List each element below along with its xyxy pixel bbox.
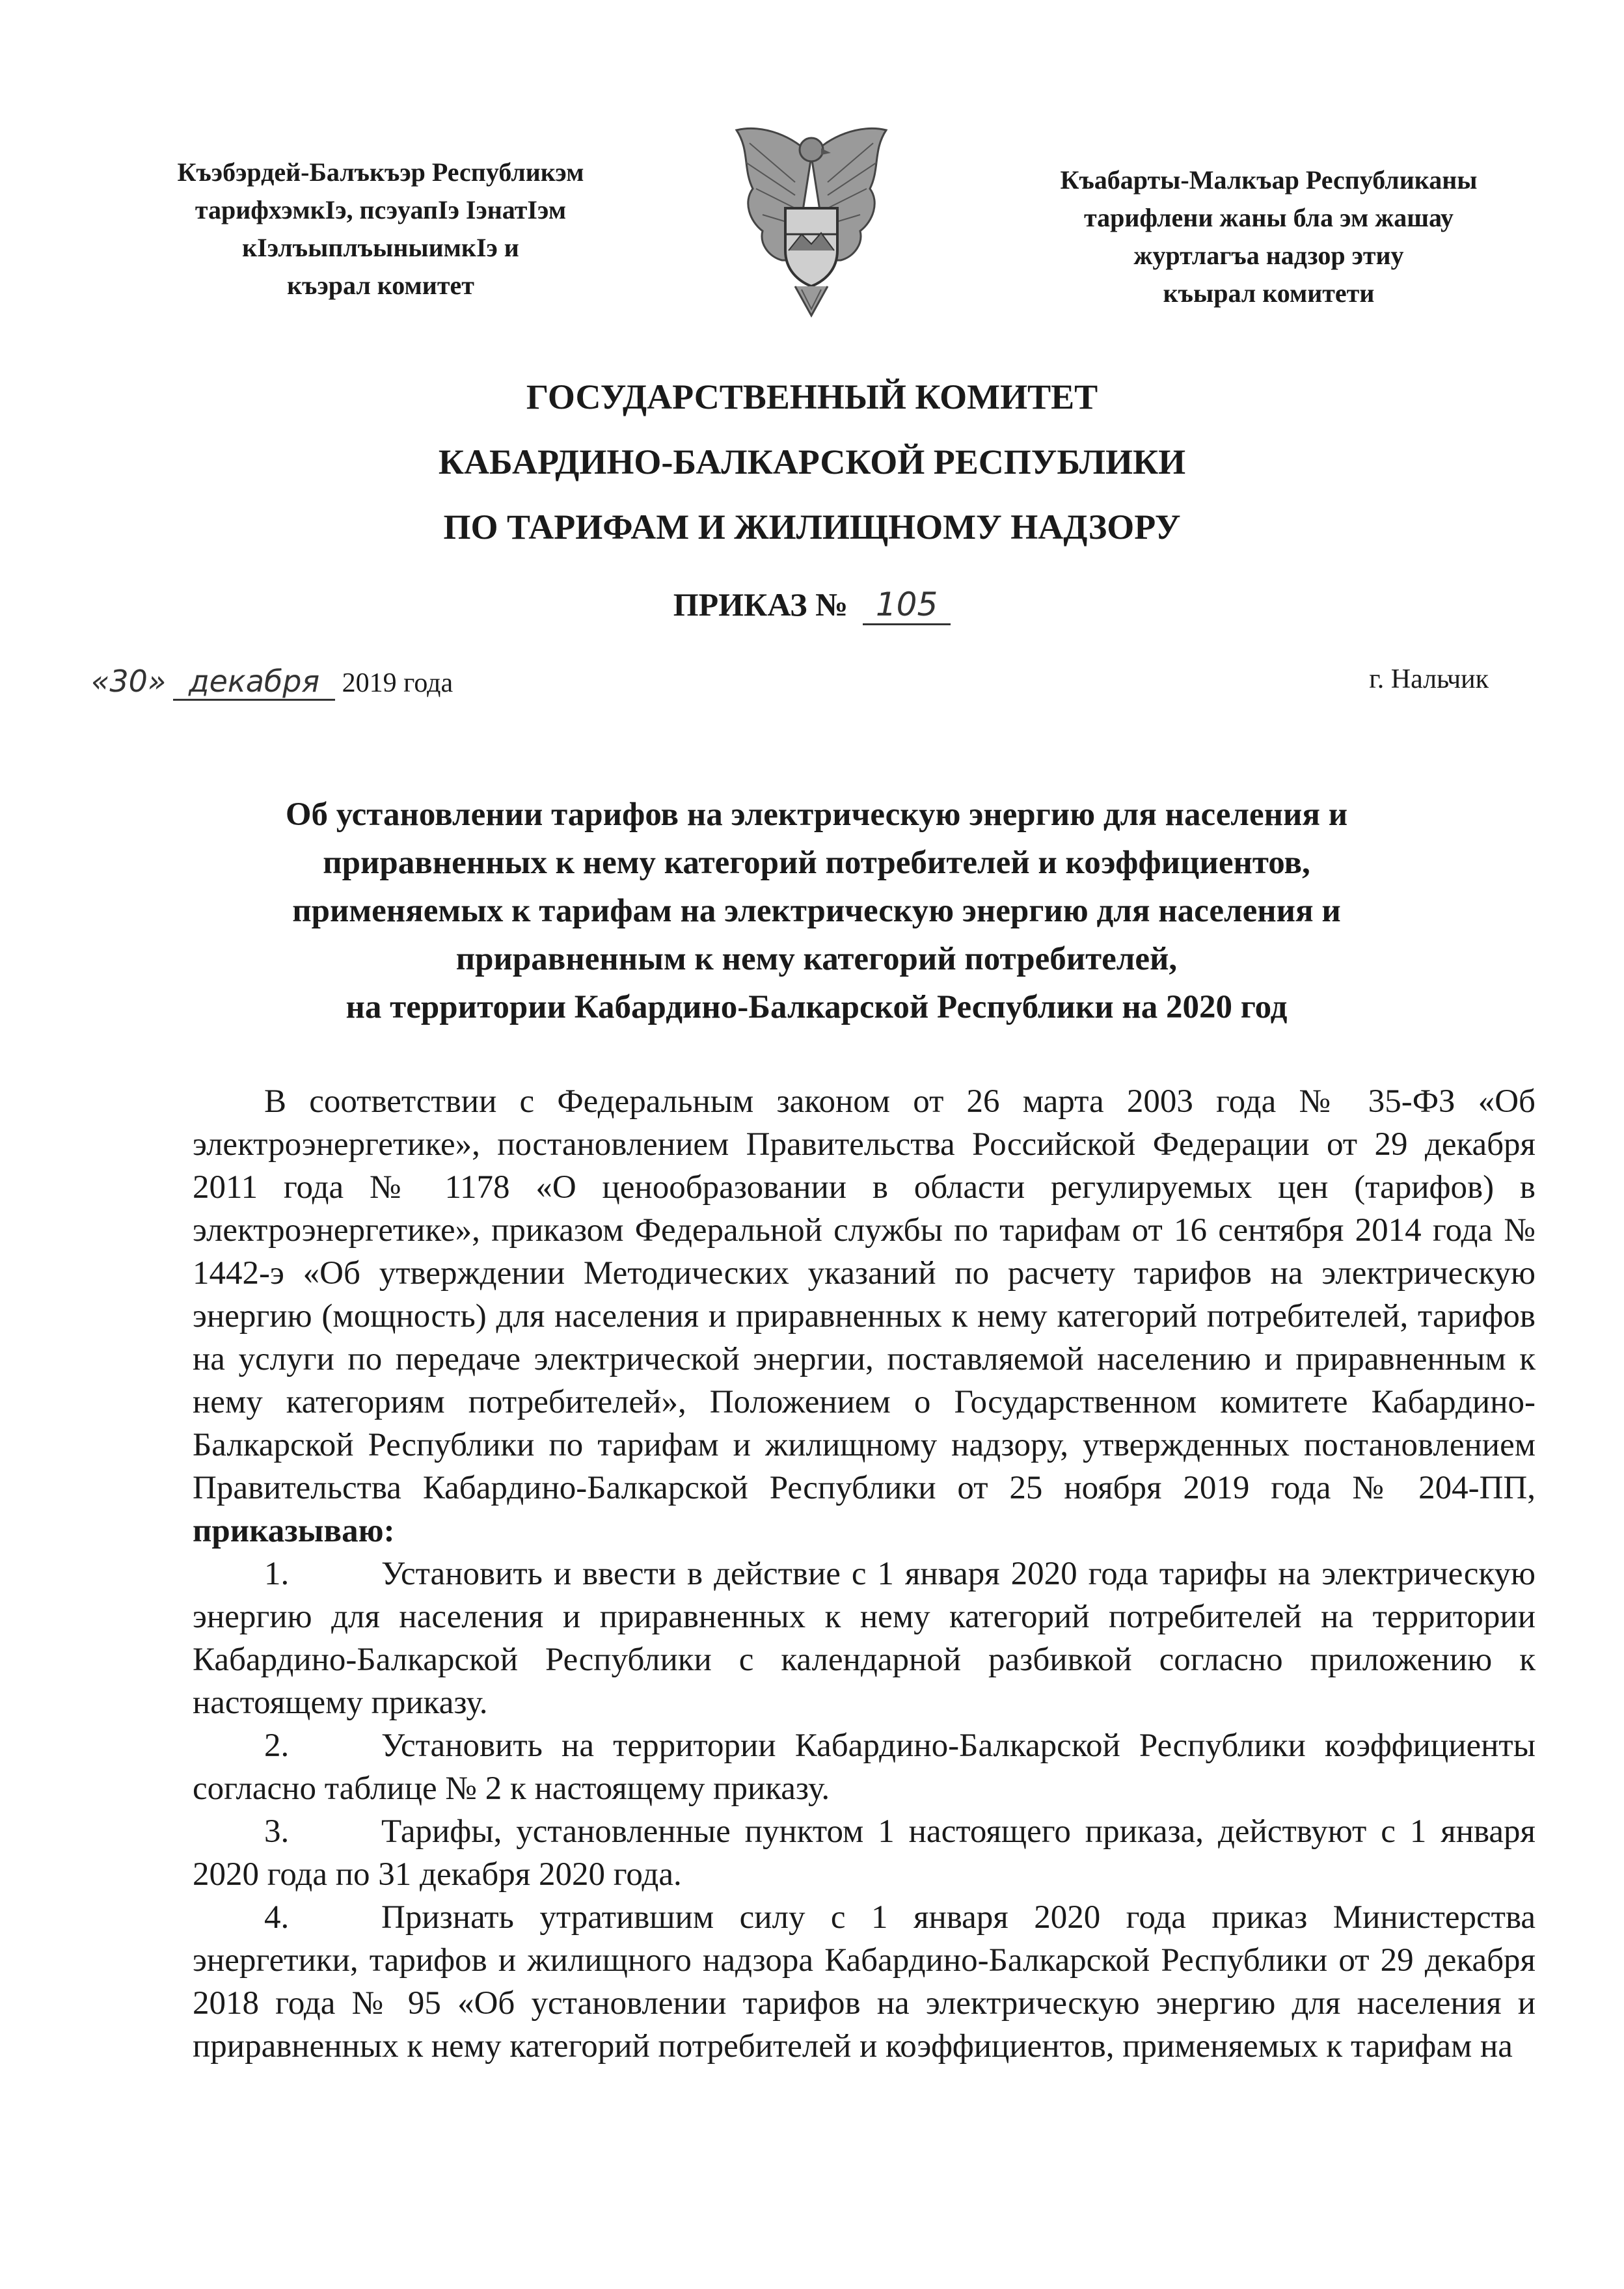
subject-line: Об установлении тарифов на электрическую энергию для населения и bbox=[285, 796, 1348, 833]
order-label: ПРИКАЗ № bbox=[673, 586, 848, 623]
header-right-line: къырал комитети bbox=[1163, 278, 1375, 308]
date-month: декабря bbox=[173, 664, 335, 701]
item-text: Тарифы, установленные пунктом 1 настоящего приказа, действуют с 1 января 2020 года по 31 декабря 2020 года. bbox=[193, 1813, 1536, 1893]
order-item bbox=[193, 1552, 1536, 1724]
header-left-line: къэрал комитет bbox=[287, 271, 474, 300]
preamble-bold: приказываю: bbox=[193, 1513, 395, 1549]
subject-line: применяемых к тарифам на электрическую энергию для населения и bbox=[292, 893, 1341, 929]
header-left-block bbox=[124, 154, 638, 305]
date-year: 2019 года bbox=[342, 668, 453, 698]
order-subject bbox=[182, 791, 1451, 1031]
item-number: 4. bbox=[264, 1899, 290, 1936]
order-body bbox=[193, 1080, 1536, 2068]
order-city: г. Нальчик bbox=[1369, 664, 1489, 694]
header-left-line: кIэлъыплъыныимкIэ и bbox=[242, 233, 519, 262]
title-line: КАБАРДИНО-БАЛКАРСКОЙ РЕСПУБЛИКИ bbox=[438, 442, 1186, 481]
item-number: 2. bbox=[264, 1727, 290, 1764]
subject-line: приравненным к нему категорий потребителей, bbox=[455, 941, 1178, 977]
title-line: ГОСУДАРСТВЕННЫЙ КОМИТЕТ bbox=[526, 377, 1098, 416]
header-right-block bbox=[989, 161, 1549, 312]
subject-line: на территории Кабардино-Балкарской Республики на 2020 год bbox=[345, 989, 1288, 1025]
order-date bbox=[91, 664, 453, 699]
coat-of-arms-emblem bbox=[724, 111, 899, 325]
preamble-paragraph bbox=[193, 1080, 1536, 1552]
subject-line: приравненных к нему категорий потребителей и коэффициентов, bbox=[323, 845, 1310, 881]
preamble-text: В соответствии с Федеральным законом от 26 марта 2003 года № 35-ФЗ «Об электроэнергетике», постановлением Правительства Российской Федерации от 29 декабря 2011 года № 1178 «О ценообразовании в области регулируемых цен (тарифов) в электроэнергетике», приказом Федеральной службы по тарифам от 16 сентября 2014 года № 1442-э «Об утверждении Методических указаний по расчету тарифов на электрическую энергию (мощность) для населения и приравненных к нему категорий потребителей, тарифов на услуги по передаче электрической энергии, поставляемой населению и приравненным к нему категориям потребителей», Положением о Государственном комитете Кабардино-Балкарской Республики по тарифам и жилищному надзору, утвержденных постановлением Правительства Кабардино-Балкарской Республики от 25 ноября 2019 года № 204-ПП, bbox=[193, 1083, 1536, 1506]
title-line: ПО ТАРИФАМ И ЖИЛИЩНОМУ НАДЗОРУ bbox=[443, 508, 1181, 547]
item-text: Установить на территории Кабардино-Балкарской Республики коэффициенты согласно таблице № 2 к настоящему приказу. bbox=[193, 1727, 1536, 1807]
order-number: 105 bbox=[863, 586, 951, 625]
header-right-line: тарифлени жаны бла эм жашау bbox=[1083, 203, 1454, 232]
item-number: 3. bbox=[264, 1813, 290, 1850]
header-left-line: тарифхэмкIэ, псэуапIэ IэнатIэм bbox=[195, 195, 567, 224]
order-item bbox=[193, 1810, 1536, 1896]
document-title bbox=[0, 364, 1624, 560]
item-text: Установить и ввести в действие с 1 января 2020 года тарифы на электрическую энергию для населения и приравненных к нему категорий потребителей на территории Кабардино-Балкарской Республики с календарной разбивкой согласно приложению к настоящему приказу. bbox=[193, 1556, 1536, 1721]
item-text: Признать утратившим силу с 1 января 2020 года приказ Министерства энергетики, тарифов и жилищного надзора Кабардино-Балкарской Республики от 29 декабря 2018 года № 95 «Об установлении тарифов на электрическую энергию для населения и приравненных к нему категорий потребителей и коэффициентов, применяемых к тарифам на bbox=[193, 1899, 1536, 2065]
order-item bbox=[193, 1896, 1536, 2068]
header-left-line: Къэбэрдей-Балъкъэр Республикэм bbox=[177, 157, 584, 187]
header-right-line: Къабарты-Малкъар Республиканы bbox=[1060, 165, 1478, 195]
order-item bbox=[193, 1724, 1536, 1810]
header-right-line: журтлагъа надзор этиу bbox=[1133, 241, 1404, 270]
order-heading bbox=[0, 586, 1624, 623]
date-day: «30» bbox=[91, 664, 167, 699]
item-number: 1. bbox=[264, 1556, 290, 1592]
